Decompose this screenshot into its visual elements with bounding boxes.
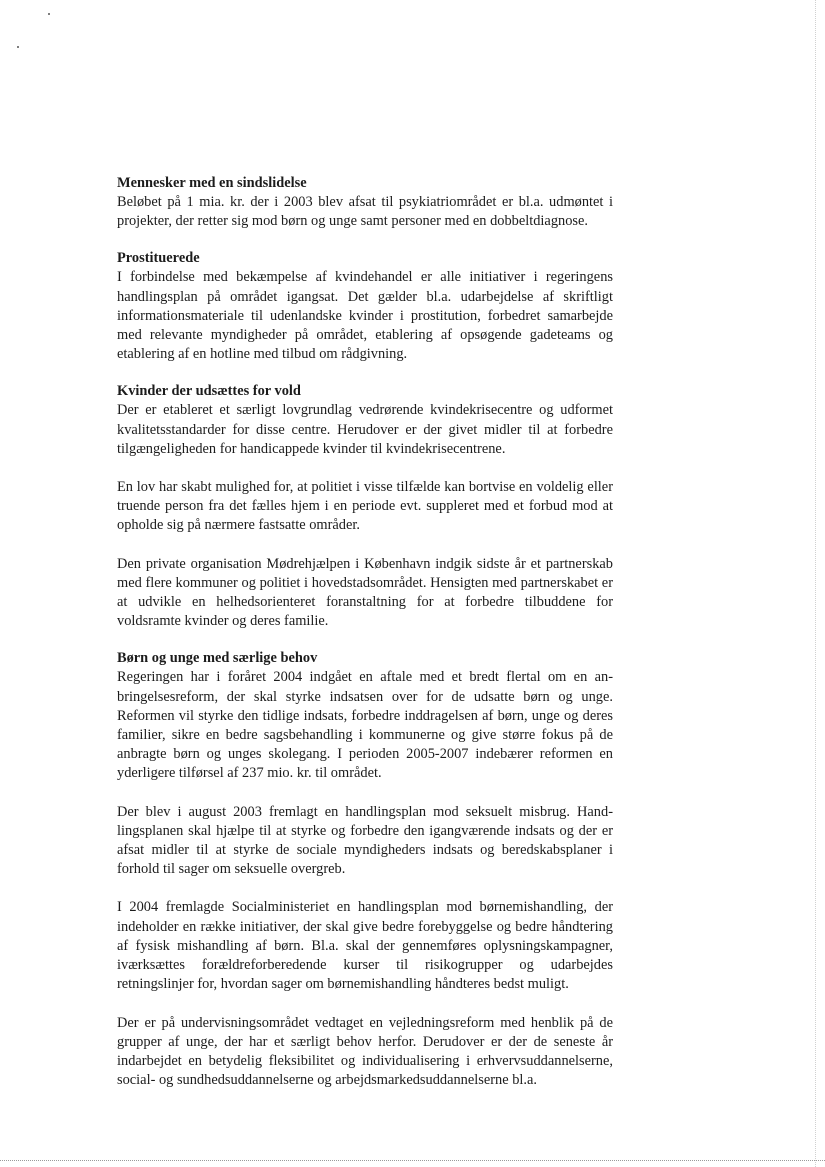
scan-speck: [48, 13, 50, 15]
scan-speck: [17, 46, 19, 48]
paragraph: Der er på undervisningsområdet vedtaget en vejledningsreform med henblik på de grupper af unge, der har et særligt behov herfor. Derudover er der de seneste år indarbejdet en betydelig fleksibilitet og individualisering i erhvervsuddannelserne, social- og sundhedsuddannelserne og arbejdsmarkedsuddannelserne bl.a.: [117, 1014, 613, 1089]
scan-edge: [0, 1160, 825, 1161]
paragraph: Beløbet på 1 mia. kr. der i 2003 blev afsat til psykiatriområdet er bl.a. udmøntet i projekter, der retter sig mod børn og unge samt personer med en dobbeltdiagnose.: [117, 194, 613, 230]
paragraph: Regeringen har i foråret 2004 indgået en aftale med et bredt flertal om en anbringelsesreform, der skal styrke indsatsen over for de udsatte børn og unge. Reformen vil styrke den tidlige indsats, forbedre inddragelsen af børn, unge og deres familier, sikre en bedre sagsbehandling i kommunerne og give større fokus på de anbragte børn og unges skolegang. I perioden 2005-2007 indebærer reformen en yderligere tilførsel af 237 mio. kr. til området.: [117, 669, 613, 782]
paragraph: En lov har skabt mulighed for, at politiet i visse tilfælde kan bortvise en voldelig eller truende person fra det fælles hjem i en periode evt. suppleret med et forbud mod at opholde sig på nærmere fastsatte områder.: [117, 479, 613, 534]
section-heading: Prostituerede: [117, 250, 200, 267]
paragraph: I 2004 fremlagde Socialministeriet en handlingsplan mod børnemishandling, der indeholder en række initiativer, der skal give bedre forebyggelse og bedre håndtering af fysisk mishandling af børn. Bl.a. skal der gennemføres oplysningskampagner, iværksættes forældreforberedende kurser til risikogrupper og udarbejdes retningslinjer for, hvordan sager om børnemishandling håndteres bedst muligt.: [117, 899, 613, 993]
paragraph: I forbindelse med bekæmpelse af kvindehandel er alle initiativer i regeringens handlingsplan på området igangsat. Det gælder bl.a. udarbejdelse af skriftligt informationsmateriale til udenlandske kvinder i prostitution, forbedret samarbejde med relevante myndigheder på området, etablering af opsøgende gadeteams og etablering af en hotline med tilbud om rådgivning.: [117, 269, 613, 363]
section-heading: Børn og unge med særlige behov: [117, 650, 318, 667]
section-mennesker-med-sindslidelse: [117, 174, 613, 231]
scan-edge: [815, 0, 816, 1167]
section-kvinder-vold: [117, 382, 613, 631]
section-prostituerede: [117, 249, 613, 364]
document-body: [117, 174, 613, 1090]
paragraph: Den private organisation Mødrehjælpen i København indgik sidste år et partnerskab med flere kommuner og politiet i hovedstadsområdet. Hensigten med partnerskabet er at udvikle en helhedsorienteret foranstaltning for at forbedre tilbuddene for voldsramte kvinder og deres familie.: [117, 555, 613, 630]
section-heading: Kvinder der udsættes for vold: [117, 383, 301, 400]
paragraph: Der blev i august 2003 fremlagt en handlingsplan mod seksuelt misbrug. Handlingsplanen skal hjælpe til at styrke og forbedre den igangværende indsats og der er afsat midler til at styrke de sociale myndigheders indsats og beredskabsplaner i forhold til sager om seksuelle overgreb.: [117, 803, 613, 878]
paragraph: Der er etableret et særligt lovgrundlag vedrørende kvindekrisecentre og udformet kvalitetsstandarder for disse centre. Herudover er der givet midler til at forbedre tilgængeligheden for handicappede kvinder til kvindekrisecentrene.: [117, 402, 613, 457]
section-boern-unge: [117, 649, 613, 1090]
section-heading: Mennesker med en sindslidelse: [117, 175, 307, 191]
